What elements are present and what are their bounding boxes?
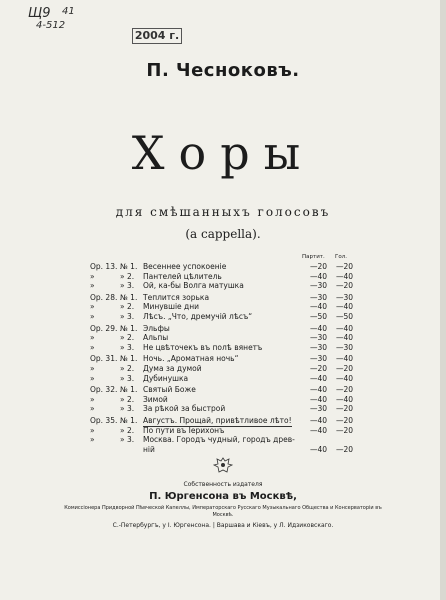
work-title: Альпы bbox=[143, 333, 169, 343]
work-title: ній bbox=[143, 444, 155, 454]
parts-price: —30 bbox=[336, 292, 354, 302]
score-price: —30 bbox=[310, 404, 328, 414]
work-number: » 3. bbox=[120, 404, 135, 414]
work-title: Москва. Городъ чудный, городъ древ- bbox=[143, 435, 295, 445]
work-title: Не цвѣточекъ въ полѣ вянетъ bbox=[143, 342, 263, 352]
column-header-score: Партит. bbox=[302, 254, 325, 260]
works-list bbox=[90, 262, 370, 454]
work-title: Ой, ка-бы Волга матушка bbox=[143, 281, 244, 291]
opus-number: Ор. 31. bbox=[90, 354, 118, 364]
publisher-name: П. Юргенсона въ Москвѣ, bbox=[149, 491, 297, 502]
list-item bbox=[90, 333, 370, 343]
score-price: —30 bbox=[310, 281, 328, 291]
list-item bbox=[90, 385, 370, 395]
opus-number: » bbox=[90, 271, 95, 281]
handwritten-note-2: 41 bbox=[62, 6, 75, 17]
page-title: Хоры bbox=[131, 126, 315, 180]
work-number: № 1. bbox=[120, 292, 138, 302]
opus-number: » bbox=[90, 404, 95, 414]
opus-number: » bbox=[90, 373, 95, 383]
subtitle: для смѣшанныхъ голосовъ bbox=[115, 205, 331, 219]
work-number: » 3. bbox=[120, 281, 135, 291]
score-price: —40 bbox=[310, 302, 328, 312]
score-price: —30 bbox=[310, 354, 328, 364]
work-number: » 2. bbox=[120, 302, 135, 312]
list-item bbox=[90, 374, 370, 384]
parts-price: —20 bbox=[336, 262, 354, 271]
imperial-eagle-icon bbox=[212, 456, 234, 476]
opus-number: Ор. 29. bbox=[90, 323, 118, 333]
work-number: № 1. bbox=[120, 415, 138, 425]
subtitle-a-cappella: (a cappella). bbox=[185, 227, 261, 241]
list-item bbox=[90, 293, 370, 303]
opus-number: » bbox=[90, 363, 95, 373]
opus-number: » bbox=[90, 425, 95, 435]
score-price: —40 bbox=[310, 444, 328, 454]
work-number: » 2. bbox=[120, 333, 135, 343]
parts-price: —20 bbox=[336, 385, 354, 395]
list-item bbox=[90, 426, 370, 436]
work-title: Августъ. Прощай, привѣтливое лѣто! bbox=[143, 415, 292, 425]
score-price: —40 bbox=[310, 415, 328, 425]
list-item bbox=[90, 416, 370, 426]
work-title: Эльфы bbox=[143, 323, 170, 333]
column-header-parts: Гол. bbox=[335, 254, 347, 260]
parts-price: —20 bbox=[336, 363, 354, 373]
work-number: № 1. bbox=[120, 262, 138, 271]
publisher-ownership: Собственность издателя bbox=[183, 481, 263, 488]
composer-name: П. Чесноковъ. bbox=[146, 60, 300, 81]
work-number: № 1. bbox=[120, 354, 138, 364]
parts-price: —40 bbox=[336, 302, 354, 312]
parts-price: —30 bbox=[336, 342, 354, 352]
parts-price: —40 bbox=[336, 394, 354, 404]
opus-number: » bbox=[90, 342, 95, 352]
publisher-agents: С.-Петербургъ, у І. Юргенсона. | Варшава и Кіевъ, у Л. Идзиковскаго. bbox=[112, 522, 334, 529]
list-item bbox=[90, 445, 370, 455]
score-price: —30 bbox=[310, 342, 328, 352]
work-title: Дубинушка bbox=[143, 373, 189, 383]
work-title: Ночь. „Ароматная ночь“ bbox=[143, 354, 239, 364]
parts-price: —40 bbox=[336, 271, 354, 281]
score-price: —40 bbox=[310, 323, 328, 333]
score-price: —40 bbox=[310, 394, 328, 404]
page-edge bbox=[440, 0, 446, 600]
list-item bbox=[90, 324, 370, 334]
work-number: » 3. bbox=[120, 311, 135, 321]
list-item bbox=[90, 364, 370, 374]
opus-number: » bbox=[90, 302, 95, 312]
parts-price: —50 bbox=[336, 311, 354, 321]
parts-price: —20 bbox=[336, 404, 354, 414]
work-number: » 2. bbox=[120, 271, 135, 281]
list-item bbox=[90, 395, 370, 405]
list-item bbox=[90, 262, 370, 272]
score-price: —40 bbox=[310, 271, 328, 281]
parts-price: —40 bbox=[336, 354, 354, 364]
score-price: —50 bbox=[310, 311, 328, 321]
score-price: —20 bbox=[310, 363, 328, 373]
handwritten-note-3: 4-512 bbox=[36, 20, 66, 31]
opus-number: » bbox=[90, 333, 95, 343]
list-item bbox=[90, 435, 370, 445]
score-price: —40 bbox=[310, 385, 328, 395]
work-title: Теплится зорька bbox=[143, 292, 210, 302]
parts-price: —20 bbox=[336, 415, 354, 425]
list-item bbox=[90, 281, 370, 291]
work-number: » 2. bbox=[120, 363, 135, 373]
score-price: —30 bbox=[310, 333, 328, 343]
list-item bbox=[90, 354, 370, 364]
list-item bbox=[90, 302, 370, 312]
score-price: —40 bbox=[310, 425, 328, 435]
opus-number: » bbox=[90, 311, 95, 321]
list-item bbox=[90, 343, 370, 353]
parts-price: —20 bbox=[336, 281, 354, 291]
work-number: № 1. bbox=[120, 385, 138, 395]
work-number: » 2. bbox=[120, 425, 135, 435]
score-price: —40 bbox=[310, 373, 328, 383]
list-item bbox=[90, 404, 370, 414]
work-title: По пути въ Іерихонъ bbox=[143, 425, 225, 435]
work-title: Дума за думой bbox=[143, 363, 202, 373]
list-item bbox=[90, 312, 370, 322]
work-title: Пантелей цѣлитель bbox=[143, 271, 222, 281]
opus-number: » bbox=[90, 435, 95, 445]
parts-price: —40 bbox=[336, 323, 354, 333]
handwritten-note-1: Щ9 bbox=[28, 6, 51, 21]
opus-number: » bbox=[90, 281, 95, 291]
work-title: Лѣсъ. „Что, дремучій лѣсъ“ bbox=[143, 311, 253, 321]
work-number: » 3. bbox=[120, 373, 135, 383]
opus-number: Ор. 13. bbox=[90, 262, 118, 271]
list-item bbox=[90, 272, 370, 282]
opus-number: Ор. 32. bbox=[90, 385, 118, 395]
opus-number: » bbox=[90, 394, 95, 404]
parts-price: —20 bbox=[336, 444, 354, 454]
work-number: » 2. bbox=[120, 394, 135, 404]
parts-price: —40 bbox=[336, 373, 354, 383]
work-title: Весеннее успокоеніе bbox=[143, 262, 227, 271]
score-price: —20 bbox=[310, 262, 328, 271]
score-price: —30 bbox=[310, 292, 328, 302]
opus-number: Ор. 35. bbox=[90, 415, 118, 425]
work-number: » 3. bbox=[120, 435, 135, 445]
work-title: За рѣкой за быстрой bbox=[143, 404, 226, 414]
work-title: Зимой bbox=[143, 394, 168, 404]
opus-number: Ор. 28. bbox=[90, 292, 118, 302]
parts-price: —20 bbox=[336, 425, 354, 435]
library-stamp: 2004 г. bbox=[132, 28, 182, 44]
work-title: Святый Боже bbox=[143, 385, 196, 395]
parts-price: —40 bbox=[336, 333, 354, 343]
work-number: № 1. bbox=[120, 323, 138, 333]
publisher-credentials: Комиссіонера Придворной Пѣвческой Капеллы, Императорскаго Русскаго Музыкальнаго Общества и Консерваторіи въ Москвѣ. bbox=[64, 505, 382, 518]
work-title: Минувшіе дни bbox=[143, 302, 200, 312]
work-number: » 3. bbox=[120, 342, 135, 352]
